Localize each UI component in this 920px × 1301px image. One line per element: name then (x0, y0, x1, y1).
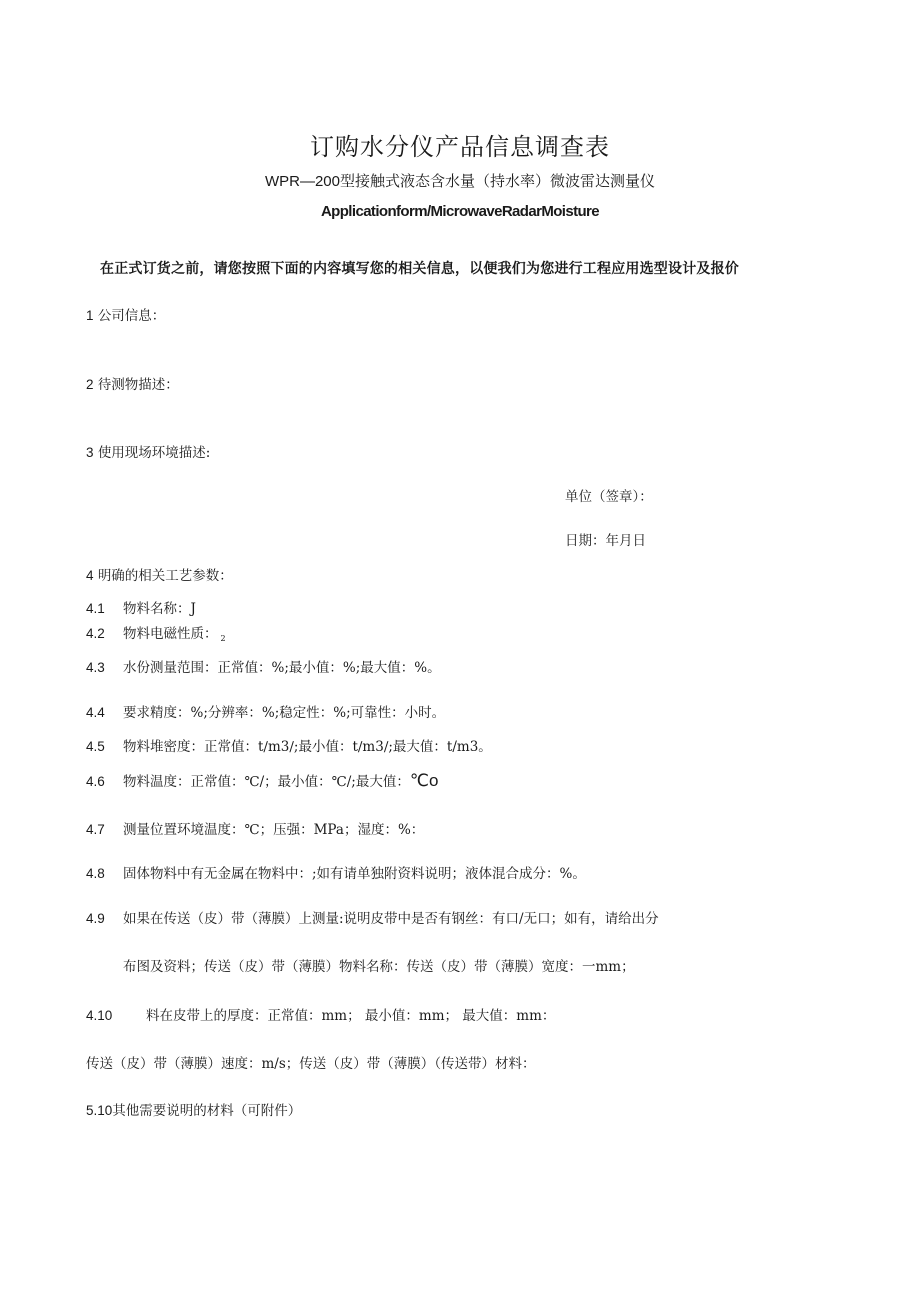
param-text: 物料名称：J (123, 601, 196, 617)
section-number: 2 (86, 377, 94, 392)
param-subscript: 2 (220, 634, 226, 643)
param-4-10 (86, 1004, 555, 1024)
param-5-10 (86, 1099, 301, 1119)
param-number: 4.1 (86, 601, 105, 616)
section-site-environment (86, 441, 210, 461)
section-label: 公司信息： (97, 308, 166, 324)
param-number: 5.10 (86, 1103, 113, 1118)
product-subtitle (0, 170, 920, 191)
param-text: 物料电磁性质： (123, 626, 218, 642)
param-number: 4.5 (86, 739, 105, 754)
section-number: 1 (86, 308, 94, 323)
param-4-8 (86, 862, 586, 882)
param-4-4 (86, 701, 445, 721)
param-text: 如果在传送（皮）带（薄膜）上测量:说明皮带中是否有钢丝：有口/无口；如有，请给出分 (123, 911, 659, 927)
param-4-5 (86, 735, 492, 755)
param-4-6 (86, 770, 438, 791)
section-label: 待测物描述： (97, 377, 179, 393)
param-number: 4.6 (86, 774, 105, 789)
section-company-info (86, 304, 165, 324)
param-4-7 (86, 818, 424, 838)
param-number: 4.2 (86, 626, 105, 641)
param-number: 4.4 (86, 705, 105, 720)
param-number: 4.8 (86, 866, 105, 881)
model-number: WPR—200 (264, 173, 340, 190)
param-4-9 (86, 907, 659, 927)
param-4-3 (86, 656, 441, 676)
section-label: 使用现场环境描述: (97, 445, 211, 461)
param-text: 物料温度：正常值：℃/；最小值：℃/;最大值： (123, 774, 410, 790)
product-description: 型接触式液态含水量（持水率）微波雷达测量仪 (340, 172, 656, 190)
english-title: Applicationform/MicrowaveRadarMoisture (320, 203, 600, 220)
param-text: 测量位置环境温度：℃；压强：MPa；湿度：%： (123, 822, 425, 838)
param-text: 固体物料中有无金属在物料中：;如有请单独附资料说明；液体混合成分：%。 (123, 866, 586, 882)
param-text: 其他需要说明的材料（可附件） (112, 1103, 302, 1119)
page-title: 订购水分仪产品信息调查表 (310, 133, 610, 161)
section-measured-object (86, 373, 179, 393)
param-number: 4.10 (86, 1008, 113, 1023)
signature-date: 日期：年月日 (565, 533, 646, 549)
param-number: 4.3 (86, 660, 105, 675)
param-number: 4.7 (86, 822, 105, 837)
section-label: 明确的相关工艺参数： (97, 568, 233, 584)
belt-speed-line: 传送（皮）带（薄膜）速度：m/s；传送（皮）带（薄膜）（传送带）材料： (86, 1056, 536, 1072)
param-4-1 (86, 597, 196, 617)
signature-unit: 单位（签章）： (565, 489, 653, 505)
param-4-2 (86, 622, 226, 643)
param-number: 4.9 (86, 911, 105, 926)
param-text: 水份测量范围：正常值：%;最小值：%;最大值：%。 (123, 660, 441, 676)
param-text: 要求精度：%;分辨率：%;稳定性：%;可靠性：小时。 (123, 705, 446, 721)
section-number: 3 (86, 445, 94, 460)
param-text: 料在皮带上的厚度：正常值：mm； 最小值：mm； 最大值：mm： (146, 1008, 556, 1024)
param-4-9-continued: 布图及资料；传送（皮）带（薄膜）物料名称：传送（皮）带（薄膜）宽度：一mm； (123, 959, 635, 975)
notice-text: 在正式订货之前，请您按照下面的内容填写您的相关信息，以便我们为您进行工程应用选型设计及报价 (100, 261, 739, 277)
section-process-params (86, 564, 233, 584)
param-tail: ℃o (409, 771, 439, 790)
section-number: 4 (86, 568, 94, 583)
param-text: 物料堆密度：正常值：t∕m3∕;最小值：t∕m3∕;最大值：t/m3。 (123, 739, 492, 755)
